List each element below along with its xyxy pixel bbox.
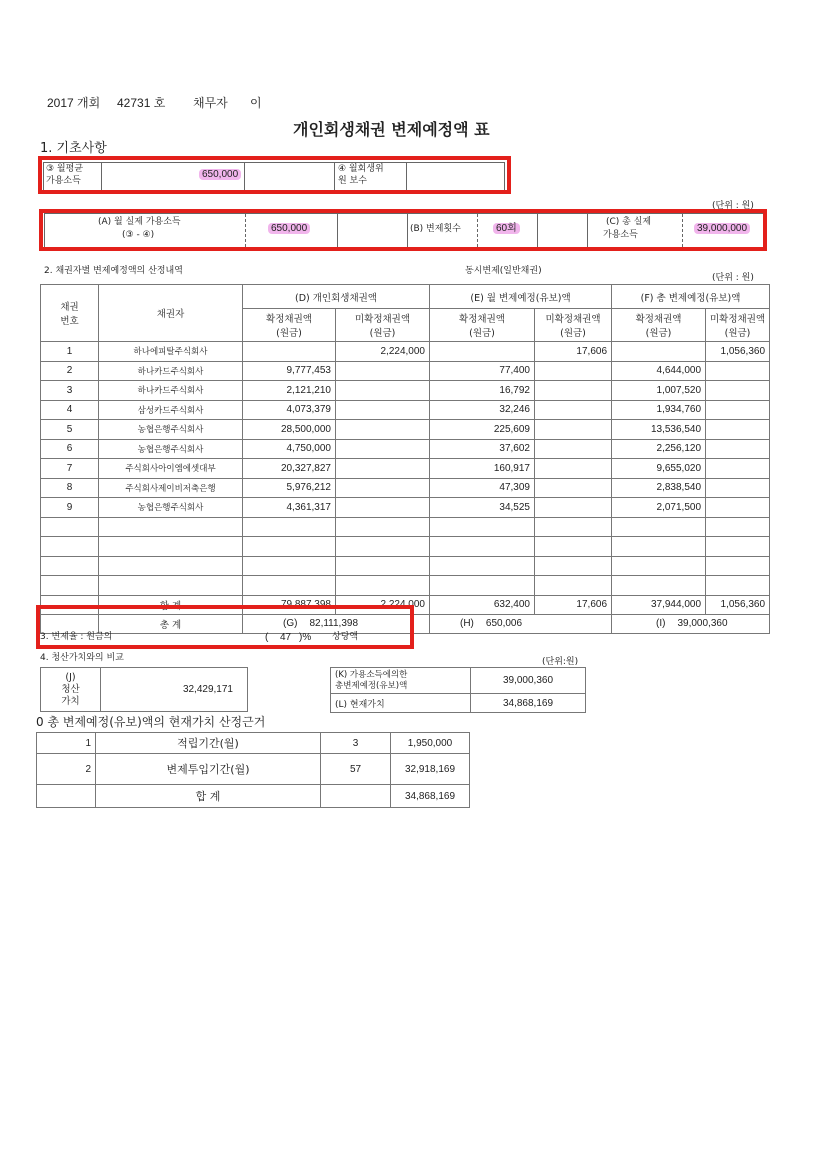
monthly-confirmed: 47,309 (430, 478, 535, 498)
monthly-unconfirmed (535, 478, 612, 498)
total-i: (I) 39,000,360 (612, 614, 770, 633)
avg-income-label-2: 가용소득 (46, 176, 81, 186)
col-creditor-header: 채권자 (99, 285, 243, 342)
empty-cell (99, 576, 243, 596)
col-e-confirmed: 확정채권액 (원금) (430, 309, 535, 342)
sum-e1: 632,400 (430, 595, 535, 614)
monthly-confirmed: 160,917 (430, 459, 535, 479)
creditor-no: 6 (41, 439, 99, 459)
table-row (41, 342, 770, 362)
total-label: 총 계 (99, 614, 243, 633)
section2-subheading: 동시변제(일반채권) (465, 266, 542, 276)
monthly-confirmed: 225,609 (430, 420, 535, 440)
creditor-no: 4 (41, 400, 99, 420)
avg-income-label: ③ 월평균 (46, 164, 84, 174)
claim-unconfirmed (336, 478, 430, 498)
debtor-name: 이 (250, 96, 262, 110)
empty-cell (99, 537, 243, 557)
empty-cell (430, 537, 535, 557)
monthly-unconfirmed (535, 439, 612, 459)
basis-months: 57 (321, 754, 391, 785)
claim-unconfirmed (336, 381, 430, 401)
col-d-unconfirmed: 미확정채권액 (원금) (336, 309, 430, 342)
basis-no: 1 (37, 733, 96, 754)
creditor-name: 주식회사아이엠에셋대부 (99, 459, 243, 479)
creditor-no: 5 (41, 420, 99, 440)
basis-label: 적립기간(월) (96, 733, 321, 754)
basis-sum-label: 합 계 (96, 785, 321, 808)
empty-row (41, 556, 770, 576)
sum-e2: 17,606 (535, 595, 612, 614)
col-f-header: (F) 총 변제예정(유보)액 (612, 285, 770, 309)
empty-cell (706, 537, 770, 557)
l-label: (L) 현재가치 (331, 694, 471, 713)
c-value: 39,000,000 (694, 224, 750, 234)
c-label: (C) 총 실제 (606, 217, 652, 227)
sum-f2: 1,056,360 (706, 595, 770, 614)
claim-confirmed: 2,121,210 (243, 381, 336, 401)
empty-cell (535, 576, 612, 596)
section2-heading: 2. 채권자별 변제예정액의 산정내역 (44, 266, 183, 276)
table-row (41, 361, 770, 381)
a-label: (A) 월 실제 가용소득 (98, 217, 181, 227)
monthly-confirmed: 37,602 (430, 439, 535, 459)
monthly-unconfirmed (535, 361, 612, 381)
claim-confirmed: 4,361,317 (243, 498, 336, 518)
empty-cell (243, 576, 336, 596)
empty-cell (41, 537, 99, 557)
b-label: (B) 변제횟수 (410, 224, 461, 234)
monthly-unconfirmed (535, 420, 612, 440)
claim-unconfirmed (336, 400, 430, 420)
j-value: 32,429,171 (101, 668, 248, 712)
k-label: (K) 가용소득에의한 총변제예정(유보)액 (331, 668, 471, 694)
claim-unconfirmed (336, 498, 430, 518)
empty-cell (706, 576, 770, 596)
empty-cell (336, 576, 430, 596)
empty-cell (37, 785, 96, 808)
empty-row (41, 517, 770, 537)
claim-unconfirmed: 2,224,000 (336, 342, 430, 362)
claim-unconfirmed (336, 420, 430, 440)
empty-cell (41, 576, 99, 596)
empty-cell (706, 556, 770, 576)
total-confirmed: 2,256,120 (612, 439, 706, 459)
empty-row (41, 537, 770, 557)
rate-suffix: 상당액 (332, 632, 359, 642)
table-row (41, 498, 770, 518)
section3-heading: 3. 변제율 : 원금의 (40, 632, 113, 642)
trustee-fee-label: ④ 월회생위 (338, 164, 384, 174)
creditor-no: 1 (41, 342, 99, 362)
creditor-no: 7 (41, 459, 99, 479)
section4-heading: 4. 청산가치와의 비교 (40, 653, 124, 663)
total-unconfirmed (706, 381, 770, 401)
table-row (41, 478, 770, 498)
l-value: 34,868,169 (471, 694, 586, 713)
empty-cell (430, 517, 535, 537)
empty-cell (243, 537, 336, 557)
monthly-unconfirmed (535, 381, 612, 401)
claim-confirmed: 4,750,000 (243, 439, 336, 459)
total-unconfirmed (706, 361, 770, 381)
section1-heading: 1. 기초사항 (40, 141, 107, 156)
basis-no: 2 (37, 754, 96, 785)
monthly-confirmed (430, 342, 535, 362)
creditor-table (40, 284, 770, 634)
col-e-unconfirmed: 미확정채권액 (원금) (535, 309, 612, 342)
creditor-name: 하나카드주식회사 (99, 361, 243, 381)
empty-cell (243, 556, 336, 576)
unit-label-2: (단위 : 원) (712, 273, 754, 283)
total-confirmed (612, 342, 706, 362)
total-confirmed: 2,071,500 (612, 498, 706, 518)
empty-cell (41, 614, 99, 633)
j-label: (J) 청산 가치 (41, 668, 101, 712)
repayment-rate: 47 (280, 632, 292, 643)
empty-cell (99, 556, 243, 576)
total-confirmed: 2,838,540 (612, 478, 706, 498)
table-row (41, 400, 770, 420)
present-value-basis-table (36, 732, 470, 808)
case-number: 42731 호 (117, 96, 166, 110)
empty-cell (336, 517, 430, 537)
total-unconfirmed (706, 498, 770, 518)
c-label-2: 가용소득 (603, 230, 638, 240)
total-g: (G) 82,111,398 (243, 614, 430, 633)
present-value-table (330, 667, 586, 713)
basis-sum-amount: 34,868,169 (391, 785, 470, 808)
empty-cell (535, 556, 612, 576)
col-f-unconfirmed: 미확정채권액 (원금) (706, 309, 770, 342)
total-unconfirmed (706, 478, 770, 498)
creditor-no: 9 (41, 498, 99, 518)
sum-f1: 37,944,000 (612, 595, 706, 614)
total-confirmed: 4,644,000 (612, 361, 706, 381)
total-unconfirmed (706, 459, 770, 479)
claim-unconfirmed (336, 439, 430, 459)
empty-cell (336, 537, 430, 557)
creditor-name: 주식회사제이비저축은행 (99, 478, 243, 498)
empty-cell (430, 576, 535, 596)
creditor-name: 삼성카드주식회사 (99, 400, 243, 420)
monthly-unconfirmed (535, 400, 612, 420)
empty-cell (430, 556, 535, 576)
debtor-label: 채무자 (193, 96, 228, 110)
empty-cell (612, 556, 706, 576)
basis-label: 변제투입기간(월) (96, 754, 321, 785)
total-unconfirmed (706, 439, 770, 459)
col-no-header: 채권 번호 (41, 285, 99, 342)
monthly-unconfirmed (535, 459, 612, 479)
claim-confirmed (243, 342, 336, 362)
a-label-2: (③ - ④) (122, 230, 155, 240)
basis-amount: 1,950,000 (391, 733, 470, 754)
empty-cell (535, 537, 612, 557)
avg-income-value: 650,000 (199, 170, 241, 180)
col-d-confirmed: 확정채권액 (원금) (243, 309, 336, 342)
claim-unconfirmed (336, 361, 430, 381)
creditor-name: 농협은행주식회사 (99, 498, 243, 518)
rate-close: )% (299, 632, 312, 643)
case-year: 2017 개회 (47, 96, 101, 110)
monthly-confirmed: 16,792 (430, 381, 535, 401)
table-row (41, 381, 770, 401)
empty-cell (535, 517, 612, 537)
sum-label: 합 계 (99, 595, 243, 614)
liquidation-value-table (40, 667, 248, 712)
creditor-no: 2 (41, 361, 99, 381)
table-row (37, 754, 470, 785)
creditor-no: 8 (41, 478, 99, 498)
claim-confirmed: 5,976,212 (243, 478, 336, 498)
monthly-confirmed: 77,400 (430, 361, 535, 381)
empty-cell (243, 517, 336, 537)
basic-info-row (43, 162, 505, 192)
empty-cell (41, 517, 99, 537)
creditor-name: 하나에피탈주식회사 (99, 342, 243, 362)
basis-months: 3 (321, 733, 391, 754)
empty-cell (99, 517, 243, 537)
creditor-name: 농협은행주식회사 (99, 420, 243, 440)
empty-cell (612, 576, 706, 596)
table-row (41, 420, 770, 440)
total-unconfirmed: 1,056,360 (706, 342, 770, 362)
a-value: 650,000 (268, 224, 310, 234)
empty-cell (41, 595, 99, 614)
sum-d2: 2,224,000 (336, 595, 430, 614)
table-row (37, 733, 470, 754)
claim-unconfirmed (336, 459, 430, 479)
col-d-header: (D) 개인회생채권액 (243, 285, 430, 309)
total-confirmed: 1,007,520 (612, 381, 706, 401)
rate-open: ( (265, 632, 269, 643)
empty-cell (41, 556, 99, 576)
empty-cell (321, 785, 391, 808)
k-value: 39,000,360 (471, 668, 586, 694)
total-unconfirmed (706, 420, 770, 440)
trustee-fee-label-2: 원 보수 (338, 176, 367, 186)
empty-row (41, 576, 770, 596)
total-confirmed: 13,536,540 (612, 420, 706, 440)
creditor-name: 농협은행주식회사 (99, 439, 243, 459)
empty-cell (336, 556, 430, 576)
claim-confirmed: 9,777,453 (243, 361, 336, 381)
col-f-confirmed: 확정채권액 (원금) (612, 309, 706, 342)
empty-cell (612, 517, 706, 537)
empty-cell (706, 517, 770, 537)
claim-confirmed: 20,327,827 (243, 459, 336, 479)
creditor-no: 3 (41, 381, 99, 401)
table-row (41, 439, 770, 459)
total-confirmed: 1,934,760 (612, 400, 706, 420)
sum-d1: 79,887,398 (243, 595, 336, 614)
unit-label-3: (단위:원) (542, 657, 579, 667)
unit-label: (단위 : 원) (712, 201, 754, 211)
page-title: 개인회생채권 변제예정액 표 (293, 120, 490, 139)
monthly-confirmed: 34,525 (430, 498, 535, 518)
creditor-name: 하나카드주식회사 (99, 381, 243, 401)
empty-cell (612, 537, 706, 557)
total-confirmed: 9,655,020 (612, 459, 706, 479)
section5-heading: 0 총 변제예정(유보)액의 현재가치 산정근거 (36, 715, 266, 729)
monthly-confirmed: 32,246 (430, 400, 535, 420)
total-unconfirmed (706, 400, 770, 420)
claim-confirmed: 28,500,000 (243, 420, 336, 440)
claim-confirmed: 4,073,379 (243, 400, 336, 420)
table-row (41, 459, 770, 479)
b-value: 60회 (493, 224, 520, 234)
monthly-unconfirmed: 17,606 (535, 342, 612, 362)
monthly-unconfirmed (535, 498, 612, 518)
basis-amount: 32,918,169 (391, 754, 470, 785)
total-h: (H) 650,006 (430, 614, 612, 633)
col-e-header: (E) 월 변제예정(유보)액 (430, 285, 612, 309)
